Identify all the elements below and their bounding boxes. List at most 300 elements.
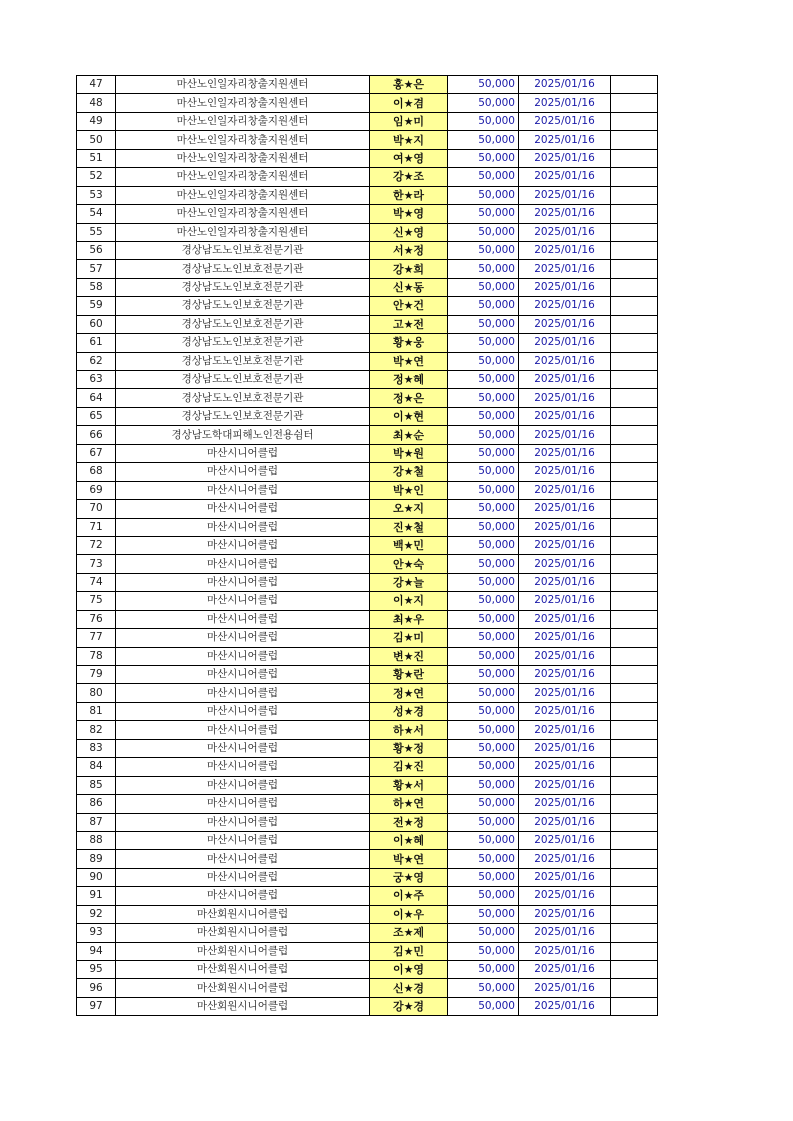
table-row [77,942,658,960]
note-cell [611,666,658,684]
amount-cell: 50,000 [448,942,519,960]
note-cell [611,463,658,481]
note-cell [611,186,658,204]
recipient-name-cell: 정★혜 [370,371,448,389]
amount-cell: 50,000 [448,278,519,296]
table-row [77,407,658,425]
amount-cell: 50,000 [448,352,519,370]
organization-cell: 마산회원시니어클럽 [116,924,370,942]
date-cell: 2025/01/16 [519,629,611,647]
amount-cell: 50,000 [448,481,519,499]
organization-cell: 마산노인일자리창출지원센터 [116,149,370,167]
date-cell: 2025/01/16 [519,518,611,536]
recipient-name-cell: 오★지 [370,500,448,518]
amount-cell: 50,000 [448,315,519,333]
date-cell: 2025/01/16 [519,112,611,130]
note-cell [611,407,658,425]
table-row [77,997,658,1015]
recipient-name-cell: 신★동 [370,278,448,296]
date-cell: 2025/01/16 [519,315,611,333]
recipient-name-cell: 최★순 [370,426,448,444]
row-number: 93 [77,924,116,942]
recipient-name-cell: 황★정 [370,739,448,757]
amount-cell: 50,000 [448,610,519,628]
note-cell [611,168,658,186]
note-cell [611,536,658,554]
row-number: 80 [77,684,116,702]
date-cell: 2025/01/16 [519,278,611,296]
note-cell [611,112,658,130]
amount-cell: 50,000 [448,573,519,591]
table-row [77,702,658,720]
row-number: 97 [77,997,116,1015]
amount-cell: 50,000 [448,721,519,739]
recipient-name-cell: 안★건 [370,297,448,315]
date-cell: 2025/01/16 [519,795,611,813]
amount-cell: 50,000 [448,223,519,241]
note-cell [611,868,658,886]
row-number: 86 [77,795,116,813]
date-cell: 2025/01/16 [519,352,611,370]
recipient-name-cell: 이★영 [370,961,448,979]
date-cell: 2025/01/16 [519,813,611,831]
recipient-name-cell: 안★숙 [370,555,448,573]
amount-cell: 50,000 [448,831,519,849]
amount-cell: 50,000 [448,407,519,425]
note-cell [611,205,658,223]
organization-cell: 마산회원시니어클럽 [116,997,370,1015]
row-number: 72 [77,536,116,554]
amount-cell: 50,000 [448,629,519,647]
table-row [77,813,658,831]
row-number: 51 [77,149,116,167]
recipient-name-cell: 한★라 [370,186,448,204]
date-cell: 2025/01/16 [519,702,611,720]
recipient-name-cell: 백★민 [370,536,448,554]
amount-cell: 50,000 [448,555,519,573]
note-cell [611,518,658,536]
recipient-name-cell: 박★지 [370,131,448,149]
row-number: 82 [77,721,116,739]
amount-cell: 50,000 [448,94,519,112]
recipient-name-cell: 하★연 [370,795,448,813]
date-cell: 2025/01/16 [519,94,611,112]
recipient-name-cell: 강★조 [370,168,448,186]
note-cell [611,776,658,794]
note-cell [611,500,658,518]
organization-cell: 마산회원시니어클럽 [116,961,370,979]
row-number: 75 [77,592,116,610]
amount-cell: 50,000 [448,868,519,886]
amount-cell: 50,000 [448,924,519,942]
recipient-name-cell: 박★인 [370,481,448,499]
table-row [77,684,658,702]
row-number: 90 [77,868,116,886]
date-cell: 2025/01/16 [519,444,611,462]
table-row [77,426,658,444]
amount-cell: 50,000 [448,426,519,444]
note-cell [611,887,658,905]
amount-cell: 50,000 [448,592,519,610]
organization-cell: 경상남도노인보호전문기관 [116,389,370,407]
note-cell [611,629,658,647]
note-cell [611,850,658,868]
table-row [77,94,658,112]
note-cell [611,702,658,720]
row-number: 69 [77,481,116,499]
amount-cell: 50,000 [448,149,519,167]
organization-cell: 마산회원시니어클럽 [116,905,370,923]
recipient-name-cell: 궁★영 [370,868,448,886]
organization-cell: 마산시니어클럽 [116,666,370,684]
table-row [77,776,658,794]
row-number: 64 [77,389,116,407]
amount-cell: 50,000 [448,813,519,831]
organization-cell: 마산노인일자리창출지원센터 [116,168,370,186]
note-cell [611,997,658,1015]
date-cell: 2025/01/16 [519,500,611,518]
organization-cell: 마산시니어클럽 [116,444,370,462]
row-number: 53 [77,186,116,204]
date-cell: 2025/01/16 [519,776,611,794]
organization-cell: 경상남도노인보호전문기관 [116,297,370,315]
table-row [77,371,658,389]
organization-cell: 마산노인일자리창출지원센터 [116,94,370,112]
note-cell [611,94,658,112]
row-number: 70 [77,500,116,518]
row-number: 60 [77,315,116,333]
recipient-name-cell: 신★경 [370,979,448,997]
recipient-table [76,75,658,1016]
table-row [77,260,658,278]
recipient-name-cell: 홍★은 [370,76,448,94]
table-row [77,924,658,942]
note-cell [611,555,658,573]
row-number: 77 [77,629,116,647]
recipient-name-cell: 김★미 [370,629,448,647]
date-cell: 2025/01/16 [519,831,611,849]
amount-cell: 50,000 [448,758,519,776]
recipient-name-cell: 이★우 [370,905,448,923]
amount-cell: 50,000 [448,444,519,462]
amount-cell: 50,000 [448,684,519,702]
table-row [77,334,658,352]
note-cell [611,924,658,942]
note-cell [611,610,658,628]
organization-cell: 마산시니어클럽 [116,887,370,905]
recipient-name-cell: 여★영 [370,149,448,167]
note-cell [611,961,658,979]
recipient-name-cell: 강★철 [370,463,448,481]
note-cell [611,647,658,665]
amount-cell: 50,000 [448,961,519,979]
amount-cell: 50,000 [448,205,519,223]
organization-cell: 마산시니어클럽 [116,776,370,794]
note-cell [611,241,658,259]
row-number: 91 [77,887,116,905]
organization-cell: 경상남도노인보호전문기관 [116,241,370,259]
recipient-name-cell: 황★란 [370,666,448,684]
table-row [77,887,658,905]
note-cell [611,131,658,149]
row-number: 94 [77,942,116,960]
recipient-name-cell: 이★지 [370,592,448,610]
recipient-name-cell: 김★민 [370,942,448,960]
date-cell: 2025/01/16 [519,76,611,94]
note-cell [611,739,658,757]
amount-cell: 50,000 [448,647,519,665]
amount-cell: 50,000 [448,702,519,720]
row-number: 81 [77,702,116,720]
amount-cell: 50,000 [448,297,519,315]
row-number: 92 [77,905,116,923]
table-row [77,297,658,315]
row-number: 83 [77,739,116,757]
organization-cell: 마산시니어클럽 [116,850,370,868]
row-number: 66 [77,426,116,444]
row-number: 59 [77,297,116,315]
recipient-name-cell: 이★겸 [370,94,448,112]
date-cell: 2025/01/16 [519,868,611,886]
organization-cell: 경상남도노인보호전문기관 [116,371,370,389]
date-cell: 2025/01/16 [519,131,611,149]
date-cell: 2025/01/16 [519,334,611,352]
table-row [77,831,658,849]
note-cell [611,334,658,352]
note-cell [611,444,658,462]
note-cell [611,795,658,813]
recipient-name-cell: 이★주 [370,887,448,905]
organization-cell: 마산시니어클럽 [116,758,370,776]
note-cell [611,278,658,296]
recipient-name-cell: 강★늘 [370,573,448,591]
table-row [77,758,658,776]
amount-cell: 50,000 [448,518,519,536]
row-number: 78 [77,647,116,665]
amount-cell: 50,000 [448,389,519,407]
amount-cell: 50,000 [448,168,519,186]
note-cell [611,592,658,610]
date-cell: 2025/01/16 [519,684,611,702]
date-cell: 2025/01/16 [519,905,611,923]
organization-cell: 경상남도노인보호전문기관 [116,352,370,370]
note-cell [611,371,658,389]
note-cell [611,76,658,94]
row-number: 56 [77,241,116,259]
organization-cell: 경상남도노인보호전문기관 [116,315,370,333]
note-cell [611,942,658,960]
organization-cell: 마산노인일자리창출지원센터 [116,186,370,204]
recipient-name-cell: 박★원 [370,444,448,462]
table-row [77,168,658,186]
date-cell: 2025/01/16 [519,297,611,315]
organization-cell: 마산시니어클럽 [116,481,370,499]
amount-cell: 50,000 [448,905,519,923]
table-row [77,112,658,130]
recipient-name-cell: 진★철 [370,518,448,536]
organization-cell: 마산시니어클럽 [116,573,370,591]
note-cell [611,813,658,831]
table-row [77,795,658,813]
table-row [77,868,658,886]
organization-cell: 경상남도노인보호전문기관 [116,334,370,352]
table-row [77,481,658,499]
date-cell: 2025/01/16 [519,223,611,241]
recipient-name-cell: 변★진 [370,647,448,665]
organization-cell: 마산시니어클럽 [116,868,370,886]
table-row [77,850,658,868]
row-number: 95 [77,961,116,979]
table-row [77,592,658,610]
amount-cell: 50,000 [448,739,519,757]
row-number: 55 [77,223,116,241]
amount-cell: 50,000 [448,795,519,813]
recipient-name-cell: 김★진 [370,758,448,776]
organization-cell: 마산시니어클럽 [116,555,370,573]
organization-cell: 마산시니어클럽 [116,500,370,518]
recipient-name-cell: 성★경 [370,702,448,720]
organization-cell: 경상남도학대피해노인전용쉼터 [116,426,370,444]
recipient-name-cell: 강★경 [370,997,448,1015]
row-number: 79 [77,666,116,684]
organization-cell: 마산시니어클럽 [116,629,370,647]
amount-cell: 50,000 [448,666,519,684]
recipient-name-cell: 신★영 [370,223,448,241]
row-number: 57 [77,260,116,278]
date-cell: 2025/01/16 [519,997,611,1015]
table-row [77,666,658,684]
table-row [77,555,658,573]
amount-cell: 50,000 [448,186,519,204]
date-cell: 2025/01/16 [519,407,611,425]
amount-cell: 50,000 [448,463,519,481]
organization-cell: 경상남도노인보호전문기관 [116,407,370,425]
note-cell [611,573,658,591]
date-cell: 2025/01/16 [519,371,611,389]
row-number: 49 [77,112,116,130]
table-body [77,76,658,1016]
date-cell: 2025/01/16 [519,979,611,997]
date-cell: 2025/01/16 [519,721,611,739]
organization-cell: 마산시니어클럽 [116,592,370,610]
organization-cell: 마산시니어클럽 [116,795,370,813]
date-cell: 2025/01/16 [519,260,611,278]
note-cell [611,149,658,167]
organization-cell: 마산노인일자리창출지원센터 [116,112,370,130]
organization-cell: 마산시니어클럽 [116,721,370,739]
amount-cell: 50,000 [448,500,519,518]
recipient-name-cell: 서★정 [370,241,448,259]
table-row [77,315,658,333]
table-row [77,149,658,167]
date-cell: 2025/01/16 [519,850,611,868]
note-cell [611,979,658,997]
organization-cell: 마산시니어클럽 [116,739,370,757]
organization-cell: 마산노인일자리창출지원센터 [116,205,370,223]
row-number: 62 [77,352,116,370]
row-number: 85 [77,776,116,794]
date-cell: 2025/01/16 [519,739,611,757]
note-cell [611,352,658,370]
organization-cell: 경상남도노인보호전문기관 [116,278,370,296]
table-row [77,205,658,223]
table-row [77,278,658,296]
date-cell: 2025/01/16 [519,186,611,204]
row-number: 48 [77,94,116,112]
organization-cell: 마산회원시니어클럽 [116,942,370,960]
row-number: 61 [77,334,116,352]
recipient-name-cell: 조★제 [370,924,448,942]
table-row [77,610,658,628]
table-row [77,629,658,647]
table-row [77,905,658,923]
note-cell [611,426,658,444]
table-row [77,979,658,997]
date-cell: 2025/01/16 [519,758,611,776]
table-row [77,500,658,518]
row-number: 65 [77,407,116,425]
note-cell [611,223,658,241]
note-cell [611,721,658,739]
amount-cell: 50,000 [448,997,519,1015]
date-cell: 2025/01/16 [519,426,611,444]
row-number: 73 [77,555,116,573]
row-number: 84 [77,758,116,776]
note-cell [611,260,658,278]
date-cell: 2025/01/16 [519,149,611,167]
row-number: 50 [77,131,116,149]
organization-cell: 마산시니어클럽 [116,831,370,849]
table-row [77,573,658,591]
recipient-name-cell: 정★연 [370,684,448,702]
date-cell: 2025/01/16 [519,647,611,665]
date-cell: 2025/01/16 [519,924,611,942]
amount-cell: 50,000 [448,131,519,149]
amount-cell: 50,000 [448,776,519,794]
amount-cell: 50,000 [448,112,519,130]
recipient-name-cell: 강★희 [370,260,448,278]
date-cell: 2025/01/16 [519,942,611,960]
table-row [77,721,658,739]
note-cell [611,684,658,702]
recipient-name-cell: 고★전 [370,315,448,333]
amount-cell: 50,000 [448,887,519,905]
table-row [77,739,658,757]
recipient-name-cell: 이★혜 [370,831,448,849]
amount-cell: 50,000 [448,536,519,554]
note-cell [611,389,658,407]
recipient-name-cell: 박★연 [370,352,448,370]
table-row [77,463,658,481]
organization-cell: 마산시니어클럽 [116,813,370,831]
amount-cell: 50,000 [448,334,519,352]
table-row [77,131,658,149]
recipient-name-cell: 하★서 [370,721,448,739]
date-cell: 2025/01/16 [519,610,611,628]
organization-cell: 마산노인일자리창출지원센터 [116,223,370,241]
date-cell: 2025/01/16 [519,168,611,186]
date-cell: 2025/01/16 [519,961,611,979]
recipient-name-cell: 최★우 [370,610,448,628]
date-cell: 2025/01/16 [519,205,611,223]
note-cell [611,905,658,923]
date-cell: 2025/01/16 [519,241,611,259]
row-number: 74 [77,573,116,591]
date-cell: 2025/01/16 [519,666,611,684]
recipient-name-cell: 이★현 [370,407,448,425]
organization-cell: 마산시니어클럽 [116,610,370,628]
table-row [77,961,658,979]
